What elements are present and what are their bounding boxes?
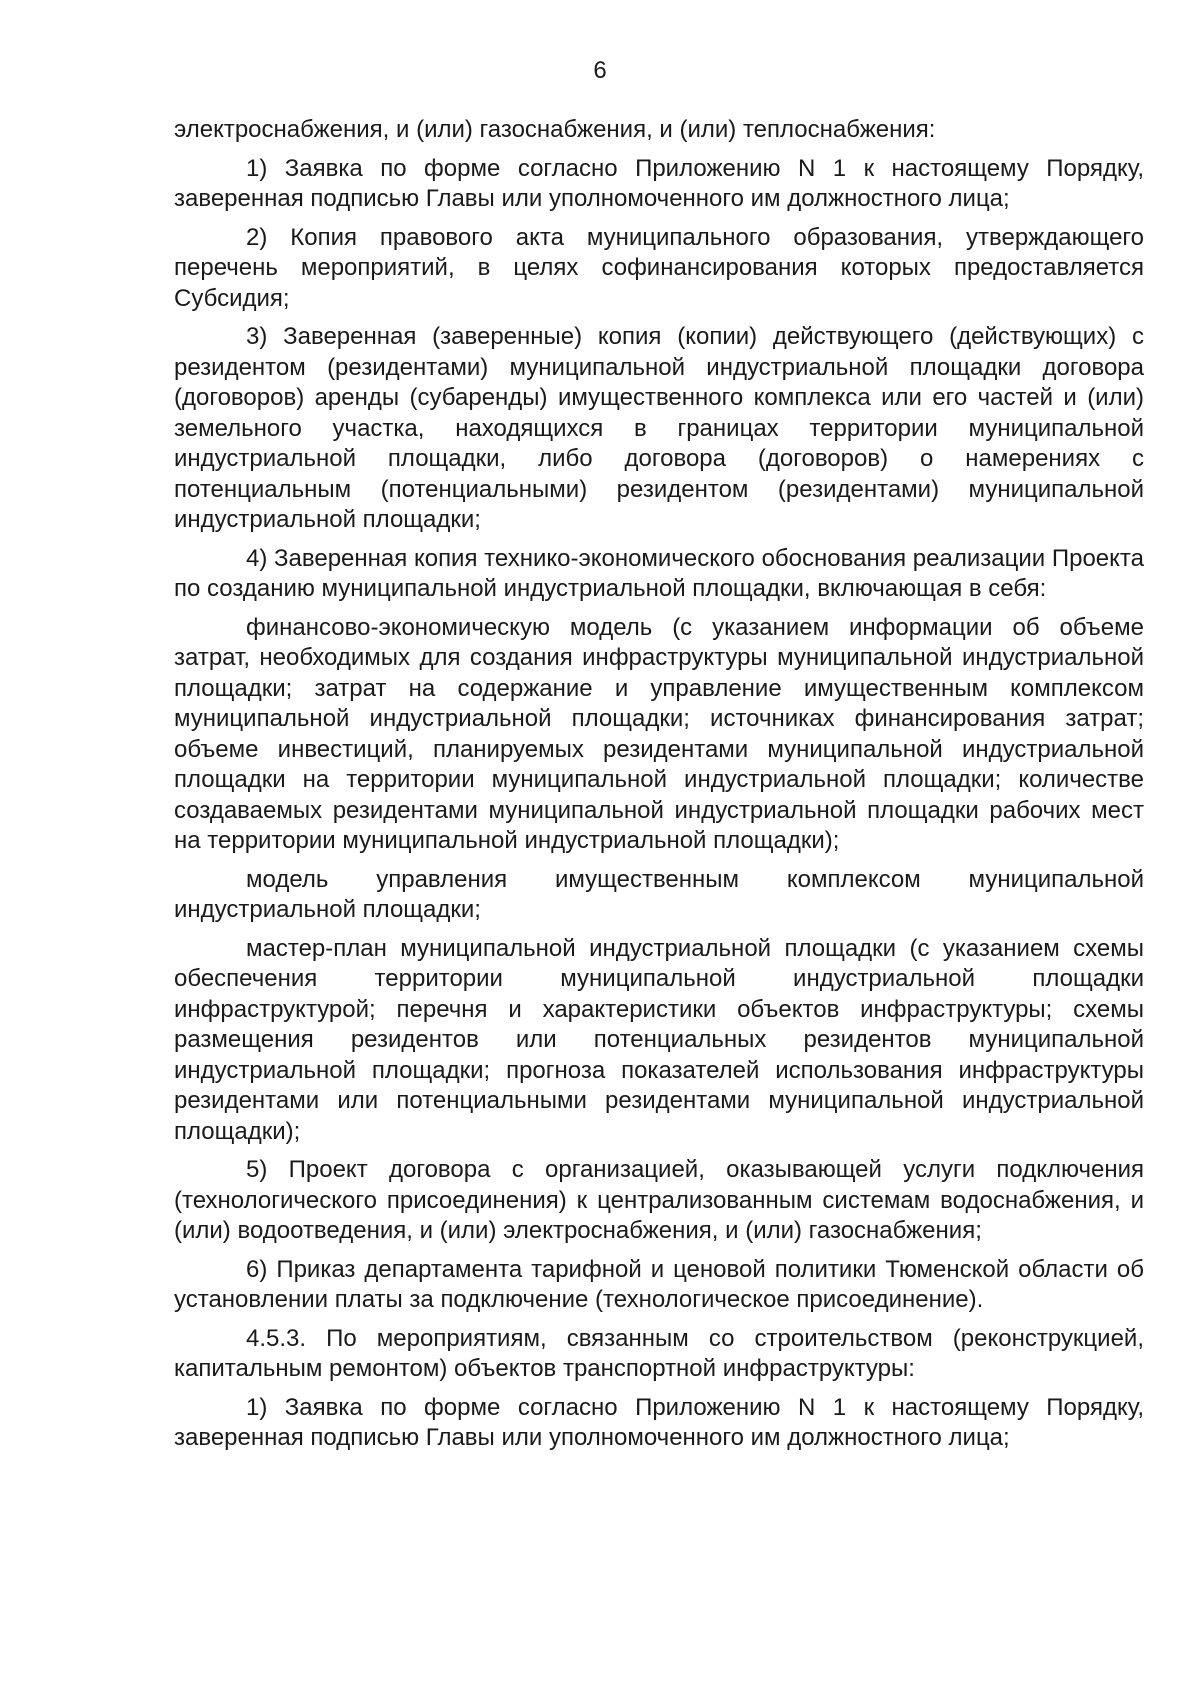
paragraph-item-2-legal-act: 2) Копия правового акта муниципального образования, утверждающего перечень мероприятий, в целях софинансирования которых предоставляется Субсидия; — [174, 223, 1144, 312]
paragraph-item-1-application: 1) Заявка по форме согласно Приложению N 1 к настоящему Порядку, заверенная подписью Главы или уполномоченного им должностного лица; — [174, 154, 1144, 212]
paragraph-section-4-5-3: 4.5.3. По мероприятиям, связанным со строительством (реконструкцией, капитальным ремонтом) объектов транспортной инфраструктуры: — [174, 1324, 1144, 1382]
paragraph-financial-model: финансово-экономическую модель (с указанием информации об объеме затрат, необходимых для создания инфраструктуры муниципальной индустриальной площадки; затрат на содержание и управление имущественным комплексом муниципальной индустриальной площадки; источниках финансирования затрат; объеме инвестиций, планируемых резидентами муниципальной индустриальной площадки на территории муниципальной индустриальной площадки; количестве создаваемых резидентами муниципальной индустриальной площадки рабочих мест на территории муниципальной индустриальной площадки); — [174, 613, 1144, 854]
paragraph-item-6-tariff-order: 6) Приказ департамента тарифной и ценовой политики Тюменской области об установлении платы за подключение (технологическое присоединение). — [174, 1255, 1144, 1313]
document-body — [174, 115, 1144, 1462]
paragraph-item-4-feasibility-study: 4) Заверенная копия технико-экономического обоснования реализации Проекта по созданию муниципальной индустриальной площадки, включающая в себя: — [174, 544, 1144, 602]
paragraph-continuation: электроснабжения, и (или) газоснабжения, и (или) теплоснабжения: — [174, 116, 936, 143]
paragraph-management-model: модель управления имущественным комплексом муниципальной индустриальной площадки; — [174, 865, 1144, 923]
paragraph-item-5-connection-contract: 5) Проект договора с организацией, оказывающей услуги подключения (технологического присоединения) к централизованным системам водоснабжения, и (или) водоотведения, и (или) электроснабжения, и (или) газоснабжения; — [174, 1156, 1144, 1244]
paragraph-item-1-application-transport: 1) Заявка по форме согласно Приложению N 1 к настоящему Порядку, заверенная подписью Главы или уполномоченного им должностного лица; — [174, 1393, 1144, 1451]
page-number: 6 — [593, 57, 607, 84]
paragraph-item-3-lease-copies: 3) Заверенная (заверенные) копия (копии) действующего (действующих) с резидентом (резидентами) муниципальной индустриальной площадки договора (договоров) аренды (субаренды) имущественного комплекса или его частей и (или) земельного участка, находящихся в границах территории муниципальной индустриальной площадки, либо договора (договоров) о намерениях с потенциальным (потенциальными) резидентом (резидентами) муниципальной индустриальной площадки; — [174, 323, 1144, 533]
paragraph-master-plan: мастер-план муниципальной индустриальной площадки (с указанием схемы обеспечения территории муниципальной индустриальной площадки инфраструктурой; перечня и характеристики объектов инфраструктуры; схемы размещения резидентов или потенциальных резидентов муниципальной индустриальной площадки; прогноза показателей использования инфраструктуры резидентами или потенциальными резидентами муниципальной индустриальной площадки); — [174, 934, 1144, 1145]
